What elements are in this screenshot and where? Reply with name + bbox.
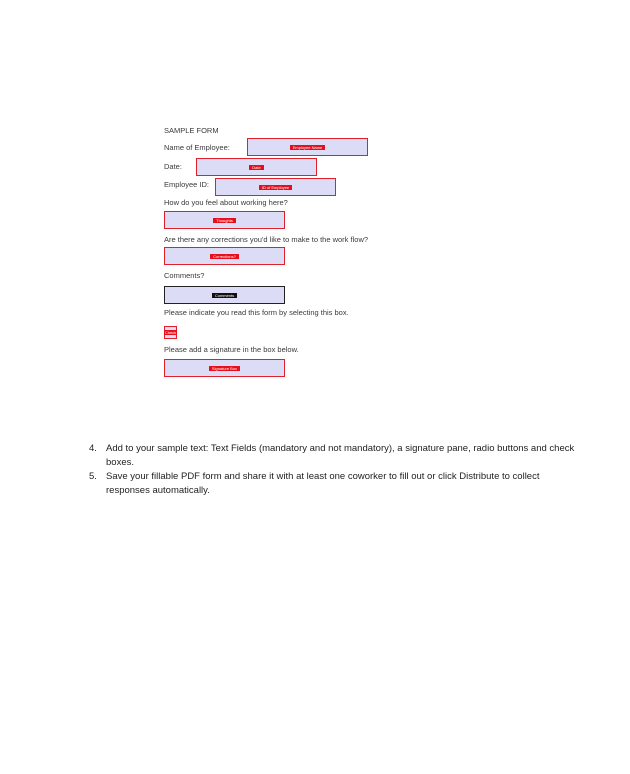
- instruction-steps: [80, 442, 580, 498]
- checkbox-instruction: Please indicate you read this form by selecting this box.: [164, 308, 349, 317]
- comments-field[interactable]: [164, 286, 285, 304]
- corrections-field[interactable]: [164, 247, 285, 265]
- date-field-tag: Date: [249, 165, 263, 170]
- thoughts-field-tag: Thoughts: [213, 218, 236, 223]
- instruction-step: [80, 442, 580, 469]
- checkbox-field-tag: Check: [164, 330, 177, 335]
- instruction-step: [80, 470, 580, 497]
- employee-id-field[interactable]: [215, 178, 336, 196]
- date-label: Date:: [164, 162, 182, 171]
- signature-field-tag: Signature Box: [209, 366, 240, 371]
- step-text: Save your fillable PDF form and share it with at least one coworker to fill out or click Distribute to collect responses automatically.: [106, 471, 540, 496]
- signature-field[interactable]: [164, 359, 285, 377]
- thoughts-field[interactable]: [164, 211, 285, 229]
- employee-name-label: Name of Employee:: [164, 143, 230, 152]
- step-number: 5.: [89, 471, 97, 482]
- feel-question: How do you feel about working here?: [164, 198, 288, 207]
- employee-name-field-tag: Employee Name: [290, 145, 326, 150]
- date-field[interactable]: [196, 158, 317, 176]
- comments-label: Comments?: [164, 271, 205, 280]
- signature-instruction: Please add a signature in the box below.: [164, 345, 299, 354]
- comments-field-tag: Comments: [212, 293, 237, 298]
- employee-id-field-tag: ID of Employee: [259, 185, 292, 190]
- step-number: 4.: [89, 443, 97, 454]
- employee-name-field[interactable]: [247, 138, 368, 156]
- read-confirmation-checkbox[interactable]: [164, 326, 177, 339]
- step-text: Add to your sample text: Text Fields (mandatory and not mandatory), a signature pane, radio buttons and check boxes.: [106, 443, 575, 468]
- employee-id-label: Employee ID:: [164, 180, 210, 189]
- corrections-question: Are there any corrections you'd like to make to the work flow?: [164, 235, 369, 244]
- corrections-field-tag: Corrections?: [210, 254, 239, 259]
- form-title: SAMPLE FORM: [164, 126, 219, 135]
